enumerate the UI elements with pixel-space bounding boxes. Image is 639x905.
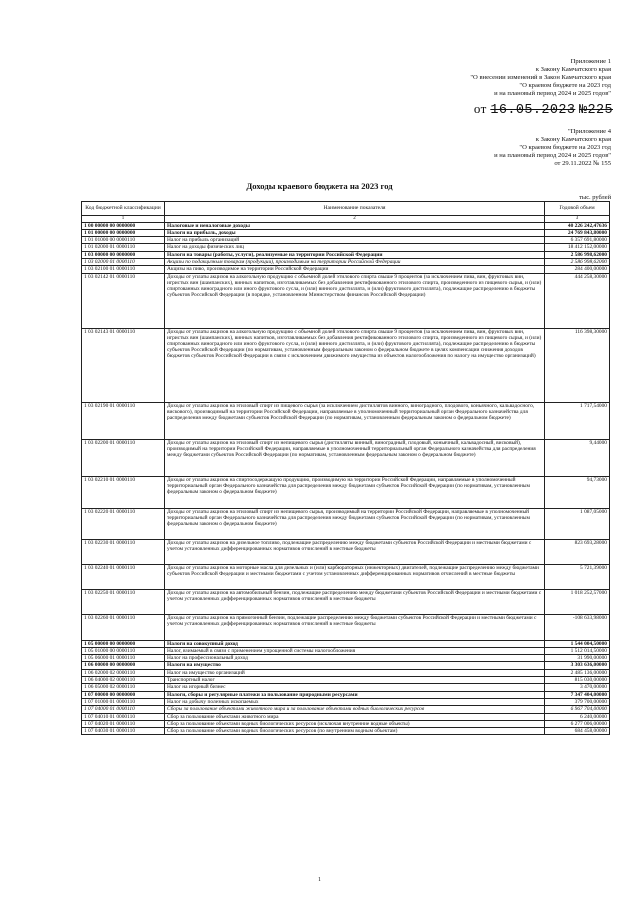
- row-code: 1 07 01000 01 0000110: [82, 698, 165, 705]
- table-row: [82, 477, 610, 508]
- table-row: [82, 706, 610, 713]
- table-row: [82, 698, 610, 705]
- row-value: 6 277 006,00000: [545, 720, 610, 727]
- table-row: [82, 691, 610, 698]
- header-line: "О краевом бюджете на 2023 год: [519, 144, 611, 152]
- row-value: 6 240,00000: [545, 713, 610, 720]
- row-value: 7 347 404,00000: [545, 691, 610, 698]
- row-name: Доходы от уплаты акцизов на спиртосодержащую продукцию, производимую на территории Российской Федерации, направляемые в уполномоченный территориальный орган Федерального казначейства для распределения между бюджетами субъектов Российской Федерации (по нормативам, установленным федеральным законом о федеральном бюджете): [165, 477, 545, 508]
- table-row: [82, 329, 610, 403]
- row-code: 1 03 02250 01 0000110: [82, 590, 165, 615]
- row-code: 1 00 00000 00 0000000: [82, 222, 165, 229]
- row-name: Доходы от уплаты акцизов на дизельное топливо, подлежащие распределению между бюджетами субъектов Российской Федерации и местными бюджетами с учетом установленных дифференцированных нормативов отчислений в местные бюджеты: [165, 539, 545, 564]
- row-name: Транспортный налог: [165, 677, 545, 684]
- table-row: [82, 590, 610, 615]
- row-name: Налог, взимаемый в связи с применением упрощенной системы налогообложения: [165, 647, 545, 654]
- table-row: [82, 251, 610, 258]
- row-code: 1 06 02000 02 0000110: [82, 669, 165, 676]
- row-code: 1 01 02000 01 0000110: [82, 244, 165, 251]
- row-code: 1 01 00000 00 0000000: [82, 229, 165, 236]
- row-code: 1 06 00000 00 0000000: [82, 662, 165, 669]
- table-header-row: [82, 202, 610, 216]
- table-row: [82, 677, 610, 684]
- row-value: 18 412 152,00000: [545, 244, 610, 251]
- header-line: "Приложение 4: [567, 128, 611, 135]
- table-row: [82, 222, 610, 229]
- header-line: от 29.11.2022 № 155: [554, 160, 611, 168]
- row-name: Доходы от уплаты акцизов на этиловый спирт из пищевого сырья (за исключением дистиллятов винного, виноградного, плодового, коньячного, кальвадосного, вискового), производимый на территории Российской Федерации, направляемые в уполномоченный территориальный орган Федерального казначейства для распределения между бюджетами субъектов Российской Федерации (по нормативам, установленным федеральным законом о федеральном бюджете): [165, 402, 545, 439]
- row-name: Доходы от уплаты акцизов на этиловый спирт из непищевого сырья (дистилляты винный, виноградный, плодовый, коньячный, кальвадосный, висковый), производимый на территории Российской Федерации, направляемые в уполномоченный территориальный орган Федерального казначейства для распределения между бюджетами субъектов Российской Федерации (по нормативам, установленным федеральным законом о федеральном бюджете): [165, 440, 545, 477]
- row-name: Сбор за пользование объектами водных биологических ресурсов (по внутренним водным объектам): [165, 728, 545, 735]
- row-code: 1 03 02260 01 0000110: [82, 615, 165, 640]
- header-line: Приложение 1: [570, 58, 611, 65]
- table-row: [82, 647, 610, 654]
- col-num-2: 2: [165, 216, 545, 223]
- row-value: 116 398,30000: [545, 329, 610, 403]
- row-value: 684 458,00000: [545, 728, 610, 735]
- row-code: 1 01 01000 00 0000110: [82, 237, 165, 244]
- row-name: Сборы за пользование объектами животного мира и за пользование объектами водных биологических ресурсов: [165, 706, 545, 713]
- page-title: Доходы краевого бюджета на 2023 год: [246, 181, 393, 191]
- col-num-1: 1: [82, 216, 165, 223]
- row-name: Налог на прибыль организаций: [165, 237, 545, 244]
- header-line: к Закону Камчатского края: [535, 136, 611, 144]
- row-name: Доходы от уплаты акцизов на моторные масла для дизельных и (или) карбюраторных (инжекторных) двигателей, подлежащие распределению между бюджетами субъектов Российской Федерации и местными бюджетами с учетом установленных дифференцированных нормативов отчислений в местные бюджеты: [165, 564, 545, 589]
- table-row: [82, 728, 610, 735]
- row-code: 1 03 00000 00 0000000: [82, 251, 165, 258]
- table-row: [82, 402, 610, 439]
- row-code: 1 03 02240 01 0000110: [82, 564, 165, 589]
- row-code: 1 03 02100 01 0000110: [82, 266, 165, 273]
- row-name: Доходы от уплаты акцизов на автомобильный бензин, подлежащие распределению между бюджетами субъектов Российской Федерации и местными бюджетами с учетом установленных дифференцированных нормативов отчислений в местные бюджеты: [165, 590, 545, 615]
- row-code: 1 03 02210 01 0000110: [82, 477, 165, 508]
- table-row: [82, 655, 610, 662]
- table-row: [82, 713, 610, 720]
- table-row: [82, 539, 610, 564]
- row-name: Доходы от уплаты акцизов на алкогольную продукцию с объемной долей этилового спирта свыше 9 процентов (за исключением пива, вин, фруктовых вин, игристых вин (шампанских), винных напитков, изготавливаемых без добавления ректификованного этилового спирта, произведенного из пищевого сырья, и (или) спиртованных виноградного или иного фруктового сусла, и (или) винного дистиллята, и (или) фруктового дистиллята), подлежащие распределению в бюджеты субъектов Российской Федерации (по нормативам, установленным федеральным законом о федеральном бюджете в целях компенсации снижения доходов бюджетов субъектов Российской Федерации в связи с исключением движимого имущества из объектов налогообложения по налогу на имущество организаций): [165, 329, 545, 403]
- row-code: 1 07 04000 01 0000110: [82, 706, 165, 713]
- stamp-number: №225: [578, 103, 613, 118]
- header-line: "О внесении изменений в Закон Камчатского края: [470, 74, 611, 82]
- row-value: 94,73000: [545, 477, 610, 508]
- row-value: 823 693,28000: [545, 539, 610, 564]
- table-row: [82, 662, 610, 669]
- row-name: Доходы от уплаты акцизов на этиловый спирт из непищевого сырья, производимый на территории Российской Федерации, направляемые в уполномоченный территориальный орган Федерального казначейства для распределения между бюджетами субъектов Российской Федерации (по нормативам, установленным федеральным законом о федеральном бюджете): [165, 508, 545, 539]
- table-row: [82, 266, 610, 273]
- row-value: -108 633,98000: [545, 615, 610, 640]
- row-code: 1 03 02142 01 0000110: [82, 273, 165, 328]
- appendix-header: [281, 58, 611, 98]
- header-line: и на плановый период 2024 и 2025 годов": [494, 90, 611, 98]
- row-value: 1 087,05000: [545, 508, 610, 539]
- row-code: 1 03 02220 01 0000110: [82, 508, 165, 539]
- table-row: [82, 669, 610, 676]
- row-code: 1 03 02000 01 0000110: [82, 259, 165, 266]
- row-value: 1 018 252,57000: [545, 590, 610, 615]
- table-row: [82, 615, 610, 640]
- row-code: 1 05 00000 00 0000000: [82, 640, 165, 647]
- row-code: 1 03 02190 01 0000110: [82, 402, 165, 439]
- row-code: 1 03 02230 01 0000110: [82, 539, 165, 564]
- column-number-row: [82, 216, 610, 223]
- header-line: к Закону Камчатского края: [535, 66, 611, 74]
- row-name: Налог на добычу полезных ископаемых: [165, 698, 545, 705]
- row-name: Доходы от уплаты акцизов на прямогонный бензин, подлежащие распределению между бюджетами субъектов Российской Федерации и местными бюджетами с учетом установленных дифференцированных нормативов отчислений в местные бюджеты: [165, 615, 545, 640]
- row-name: Налоговые и неналоговые доходы: [165, 222, 545, 229]
- row-value: 1 717,54000: [545, 402, 610, 439]
- row-value: 31 990,00000: [545, 655, 610, 662]
- row-value: 1 512 014,50000: [545, 647, 610, 654]
- row-value: 3 470,00000: [545, 684, 610, 691]
- table-row: [82, 229, 610, 236]
- table-row: [82, 237, 610, 244]
- table-row: [82, 684, 610, 691]
- table-row: [82, 564, 610, 589]
- row-name: Акцизы по подакцизным товарам (продукции), производимым на территории Российской Федерации: [165, 259, 545, 266]
- table-row: [82, 244, 610, 251]
- row-value: 5 721,39000: [545, 564, 610, 589]
- unit-label: тыс. рублей: [579, 194, 611, 201]
- row-name: Налоги на совокупный доход: [165, 640, 545, 647]
- row-value: 6 357 691,80000: [545, 237, 610, 244]
- header-line: "О краевом бюджете на 2023 год: [519, 82, 611, 90]
- row-name: Налоги, сборы и регулярные платежи за пользование природными ресурсами: [165, 691, 545, 698]
- row-name: Акцизы на пиво, производимое на территории Российской Федерации: [165, 266, 545, 273]
- table-row: [82, 720, 610, 727]
- row-value: 284 400,00000: [545, 266, 610, 273]
- table-row: [82, 508, 610, 539]
- row-code: 1 07 04030 01 0000110: [82, 728, 165, 735]
- table-row: [82, 259, 610, 266]
- header-code: Код бюджетной классификации: [82, 202, 165, 216]
- row-name: Налог на профессиональный доход: [165, 655, 545, 662]
- row-code: 1 06 05000 02 0000110: [82, 684, 165, 691]
- row-name: Доходы от уплаты акцизов на алкогольную продукцию с объемной долей этилового спирта свыше 9 процентов (за исключением пива, вин, фруктовых вин, игристых вин (шампанских), винных напитков, изготавливаемых без добавления ректификованного этилового спирта, произведенного из пищевого сырья, и (или) спиртованных виноградного или иного фруктового сусла, и (или) винного дистиллята, и (или) фруктового дистиллята), подлежащие распределению в бюджеты субъектов Российской Федерации (в порядке, установленном Министерством финансов Российской Федерации): [165, 273, 545, 328]
- stamp-prefix: от: [473, 101, 487, 116]
- row-value: 2 586 998,62000: [545, 259, 610, 266]
- row-name: Налоги на товары (работы, услуги), реализуемые на территории Российской Федерации: [165, 251, 545, 258]
- row-code: 1 05 06000 01 0000110: [82, 655, 165, 662]
- signature-stamp: [474, 101, 613, 118]
- row-code: 1 07 00000 00 0000000: [82, 691, 165, 698]
- row-value: 40 226 242,47636: [545, 222, 610, 229]
- header-line: и на плановый период 2024 и 2025 годов": [494, 152, 611, 160]
- previous-appendix-header: [281, 128, 611, 168]
- table-row: [82, 440, 610, 477]
- row-name: Налог на игорный бизнес: [165, 684, 545, 691]
- header-value: Годовой объем: [545, 202, 610, 216]
- table-row: [82, 273, 610, 328]
- stamp-date: 16.05.2023: [490, 103, 576, 118]
- row-value: 6 967 704,00000: [545, 706, 610, 713]
- row-value: 379 700,00000: [545, 698, 610, 705]
- row-code: 1 05 01000 00 0000110: [82, 647, 165, 654]
- row-name: Сбор за пользование объектами животного мира: [165, 713, 545, 720]
- page-number: 1: [318, 877, 321, 883]
- row-code: 1 06 04000 02 0000110: [82, 677, 165, 684]
- row-value: 2 586 998,62000: [545, 251, 610, 258]
- row-value: 2 485 136,00000: [545, 669, 610, 676]
- row-code: 1 03 02200 01 0000110: [82, 440, 165, 477]
- row-name: Налог на имущество организаций: [165, 669, 545, 676]
- row-code: 1 03 02143 01 0000110: [82, 329, 165, 403]
- row-name: Налоги на прибыль, доходы: [165, 229, 545, 236]
- row-name: Налог на доходы физических лиц: [165, 244, 545, 251]
- row-value: 444 258,30000: [545, 273, 610, 328]
- row-name: Сбор за пользование объектами водных биологических ресурсов (исключая внутренние водные объекты): [165, 720, 545, 727]
- row-value: 815 030,00000: [545, 677, 610, 684]
- row-value: 1 544 004,50000: [545, 640, 610, 647]
- col-num-3: 3: [545, 216, 610, 223]
- row-name: Налоги на имущество: [165, 662, 545, 669]
- revenue-table: [81, 201, 610, 735]
- row-value: 3 303 636,00000: [545, 662, 610, 669]
- row-code: 1 07 04020 01 0000110: [82, 720, 165, 727]
- row-value: 24 769 843,80000: [545, 229, 610, 236]
- header-name: Наименование показателя: [165, 202, 545, 216]
- row-code: 1 07 04010 01 0000110: [82, 713, 165, 720]
- row-value: 9,44000: [545, 440, 610, 477]
- table-row: [82, 640, 610, 647]
